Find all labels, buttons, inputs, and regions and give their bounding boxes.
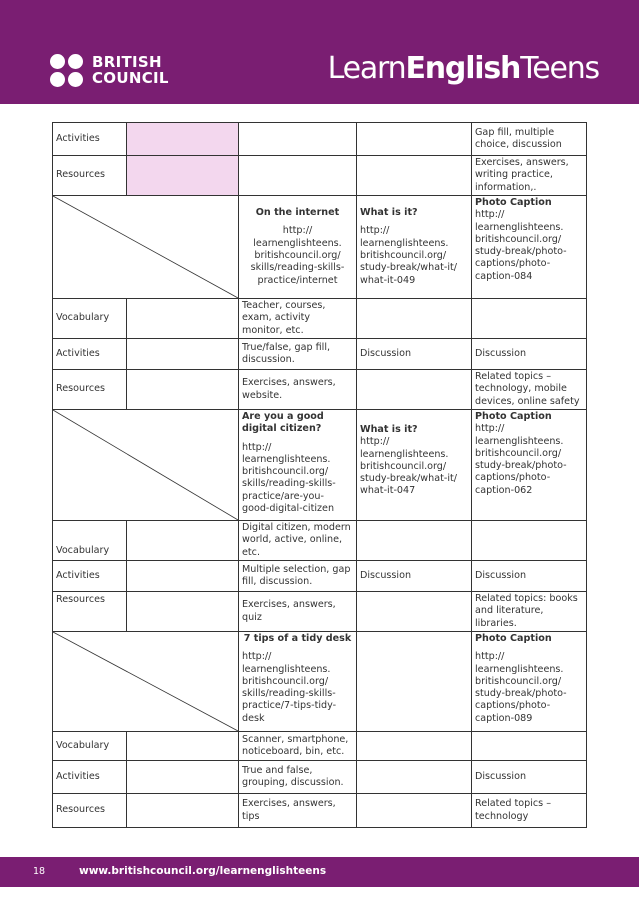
page-number: 18 [33, 866, 46, 877]
table-row [53, 632, 587, 732]
cell-text: Discussion [472, 561, 587, 592]
british-council-wordmark: BRITISH COUNCIL [92, 53, 169, 87]
table-row [53, 732, 587, 761]
resources-table [52, 122, 587, 828]
row-label-vocabulary: Vocabulary [53, 732, 127, 761]
cell-text: Multiple selection, gap fill, discussion. [239, 561, 357, 592]
row-label-resources: Resources [53, 592, 127, 632]
empty-diagonal-cell [53, 410, 239, 521]
resource-title: Photo Caption [475, 633, 552, 644]
cell-text: Discussion [472, 761, 587, 794]
cell-text: Exercises, answers, tips [239, 794, 357, 828]
table-row [53, 156, 587, 196]
table-row [53, 339, 587, 370]
footer-url-link[interactable]: www.britishcouncil.org/learnenglishteens [79, 865, 327, 877]
resource-title: On the internet [255, 207, 340, 219]
row-label-vocabulary: Vocabulary [53, 299, 127, 339]
page-header [0, 0, 639, 104]
row-label-activities: Activities [53, 339, 127, 370]
cell-text: Exercises, answers, website. [239, 370, 357, 410]
row-label-resources: Resources [53, 794, 127, 828]
resource-title: Photo Caption [475, 197, 552, 208]
table-row [53, 410, 587, 521]
resource-url[interactable]: http:// learnenglishteens. britishcouncil.org/ study-break/photo- captions/photo- caption-084 [475, 209, 567, 282]
table-row [53, 370, 587, 410]
table-row [53, 794, 587, 828]
cell-text: True/false, gap fill, discussion. [239, 339, 357, 370]
cell-text: Related topics – technology, mobile devices, online safety [472, 370, 587, 410]
empty-diagonal-cell [53, 632, 239, 732]
cell-text: Exercises, answers, writing practice, information,. [472, 156, 587, 196]
resource-url[interactable]: http:// learnenglishteens. britishcouncil.org/ study-break/photo- captions/photo- caption-089 [475, 651, 567, 724]
cell-text: Teacher, courses, exam, activity monitor, etc. [239, 299, 357, 339]
british-council-logo-icon [50, 54, 84, 88]
cell-text: Discussion [472, 339, 587, 370]
table-row [53, 592, 587, 632]
empty-diagonal-cell [53, 196, 239, 299]
resource-title: Photo Caption [475, 411, 552, 422]
cell-text: Gap fill, multiple choice, discussion [472, 123, 587, 156]
learnenglishteens-logo: LearnEnglishTeens [327, 51, 599, 86]
row-label-activities: Activities [53, 123, 127, 156]
resource-url[interactable]: http:// learnenglishteens. britishcouncil.org/ skills/reading-skills- practice/internet [250, 225, 345, 286]
cell-text: Exercises, answers, quiz [239, 592, 357, 632]
table-row [53, 299, 587, 339]
resource-title: 7 tips of a tidy desk [243, 633, 352, 644]
table-row [53, 196, 587, 299]
resource-title: What is it? [360, 207, 418, 219]
resource-title: What is it? [360, 424, 418, 435]
cell-text: Digital citizen, modern world, active, online, etc. [239, 521, 357, 561]
cell-text: Related topics – technology [472, 794, 587, 828]
resource-title: Are you a good digital citizen? [242, 411, 324, 435]
resource-url[interactable]: http:// learnenglishteens. britishcouncil.org/ skills/reading-skills- practice/are-you- good-digital-citizen [242, 441, 336, 515]
resource-url[interactable]: http:// learnenglishteens. britishcouncil.org/ study-break/what-it/ what-it-049 [360, 225, 457, 286]
cell-text: True and false, grouping, discussion. [239, 761, 357, 794]
table-row [53, 521, 587, 561]
row-label-vocabulary: Vocabulary [53, 521, 127, 561]
row-label-resources: Resources [53, 370, 127, 410]
cell-text: Discussion [357, 339, 472, 370]
row-label-resources: Resources [53, 156, 127, 196]
resource-url[interactable]: http:// learnenglishteens. britishcouncil.org/ skills/reading-skills- practice/7-tips-tidy- desk [242, 651, 337, 724]
cell-text: Discussion [357, 561, 472, 592]
cell-text: Related topics: books and literature, libraries. [472, 592, 587, 632]
cell-text: Scanner, smartphone, noticeboard, bin, etc. [239, 732, 357, 761]
table-row [53, 761, 587, 794]
table-row [53, 123, 587, 156]
table-row [53, 561, 587, 592]
resource-url[interactable]: http:// learnenglishteens. britishcouncil.org/ study-break/what-it/ what-it-047 [360, 436, 457, 497]
row-label-activities: Activities [53, 561, 127, 592]
row-label-activities: Activities [53, 761, 127, 794]
resource-url[interactable]: http:// learnenglishteens. britishcouncil.org/ study-break/photo- captions/photo- caption-062 [475, 423, 567, 496]
